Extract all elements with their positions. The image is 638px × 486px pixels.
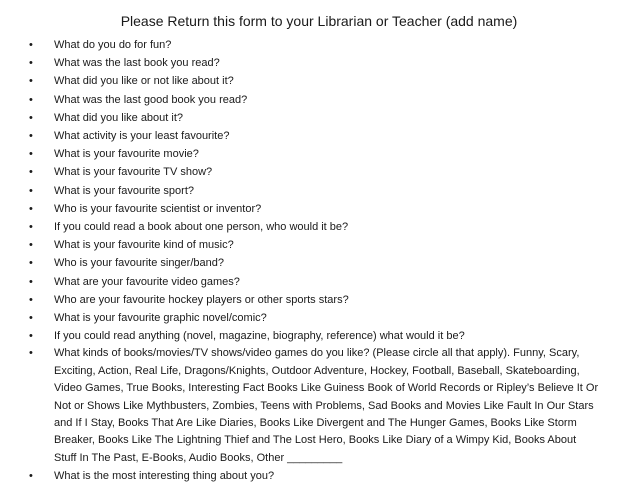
question-text: What is your favourite sport? [54, 184, 195, 197]
bullet: • [29, 75, 33, 88]
question-item [0, 36, 638, 54]
bullet: • [29, 239, 33, 252]
question-text: If you could read a book about one person, who would it be? [54, 221, 349, 234]
question-item [0, 182, 638, 200]
question-text: What was the last good book you read? [54, 93, 248, 106]
question-item [0, 109, 638, 127]
question-item [0, 273, 638, 291]
question-text: What do you do for fun? [54, 39, 172, 51]
question-list [0, 36, 638, 486]
bullet: • [29, 347, 33, 360]
bullet: • [29, 148, 33, 161]
question-text: What is your favourite movie? [54, 148, 199, 161]
question-text: What is the most interesting thing about you? [54, 470, 275, 483]
question-text: Who are your favourite hockey players or other sports stars? [54, 293, 349, 306]
question-text: What activity is your least favourite? [54, 130, 230, 143]
question-item [0, 200, 638, 218]
bullet: • [29, 57, 33, 70]
question-item [0, 145, 638, 163]
question-text: What did you like or not like about it? [54, 75, 234, 88]
question-text: What did you like about it? [54, 111, 184, 124]
bullet: • [29, 202, 33, 215]
question-item [0, 72, 638, 90]
question-item [0, 467, 638, 485]
question-text: What was the last book you read? [54, 57, 220, 70]
question-item [0, 163, 638, 181]
bullet: • [29, 111, 33, 124]
bullet: • [29, 275, 33, 288]
bullet: • [29, 93, 33, 106]
bullet: • [29, 166, 33, 179]
bullet: • [29, 39, 33, 51]
question-item [0, 218, 638, 236]
question-item [0, 127, 638, 145]
question-text: Who is your favourite singer/band? [54, 257, 224, 270]
question-text: What kinds of books/movies/TV shows/video games do you like? (Please circle all that apply). Funny, Scary, Exciting, Action, Real Life, Dragons/Knights, Outdoor Adventure, Hockey, Football, Baseball, Skateboarding, Video Games, True Books, Interesting Fact Books Like Guiness Book of World Records or Ripley’s Believe It Or Not or Shows Like Mythbusters, Zombies, Teens with Problems, Sad Books and Movies Like Fault In Our Stars and If I Stay, Books That Are Like Diaries, Books Like Divergent and The Hunger Games, Books Like Storm Breaker, Books Like The Lightning Thief and The Lost Hero, Books Like Diary of a Wimpy Kid, Books About Stuff In The Past, E-Books, Audio Books, Other _________ [54, 347, 599, 464]
bullet: • [29, 130, 33, 143]
page-title: Please Return this form to your Librarian or Teacher (add name) [120, 13, 518, 29]
bullet: • [29, 312, 33, 325]
question-text: What is your favourite TV show? [54, 166, 213, 179]
question-item [0, 236, 638, 254]
bullet: • [29, 293, 33, 306]
question-text: Who is your favourite scientist or inventor? [54, 202, 262, 215]
bullet: • [29, 470, 33, 483]
question-text: What is your favourite kind of music? [54, 239, 234, 252]
question-item [0, 309, 638, 327]
question-item [0, 91, 638, 109]
question-item [0, 327, 638, 345]
question-item-book-kinds [0, 345, 638, 467]
bullet: • [29, 257, 33, 270]
question-item [0, 54, 638, 72]
question-text: What are your favourite video games? [54, 275, 240, 288]
bullet: • [29, 184, 33, 197]
question-text: What is your favourite graphic novel/comic? [54, 312, 267, 325]
question-text: If you could read anything (novel, magazine, biography, reference) what would it be? [54, 330, 465, 343]
question-item [0, 291, 638, 309]
question-item [0, 254, 638, 272]
bullet: • [29, 330, 33, 343]
bullet: • [29, 221, 33, 234]
